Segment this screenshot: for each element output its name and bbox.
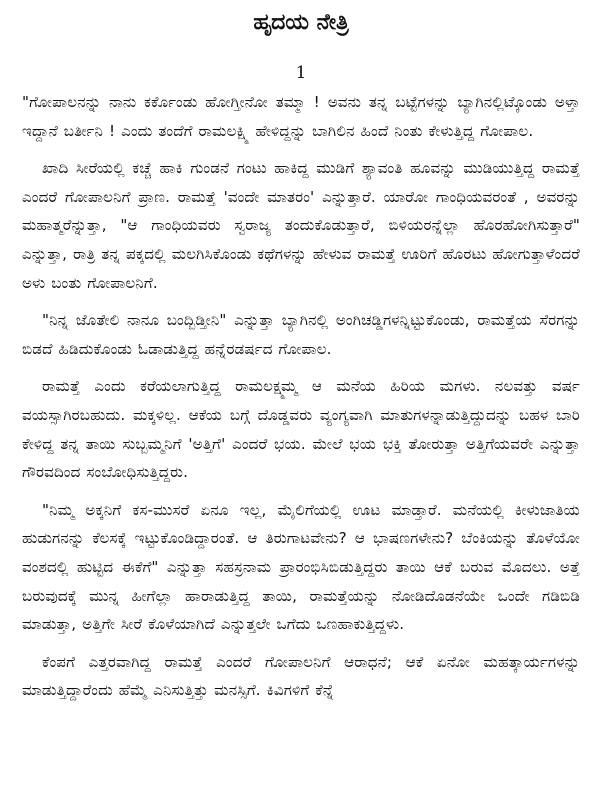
paragraph: "ಗೋಪಾಲನನ್ನು ನಾನು ಕರ್ಕೊಂಡು ಹೋಗ್ತೀನೋ ತಮ್ಮಾ ! ಅವನು ತನ್ನ ಬಟ್ಟೆಗಳನ್ನು ಬ್ಯಾಗಿನಲ್ಲಿಟ್ಕೊಂಡು ಅಳ್ತಾ ಇದ್ದಾನೆ ಬರ್ತೀನಿ ! ಎಂದು ತಂದೆಗೆ ರಾಮಲಕ್ಷ್ಮಿ ಹೇಳಿದ್ದನ್ನು ಬಾಗಿಲಿನ ಹಿಂದೆ ನಿಂತು ಕೇಳುತ್ತಿದ್ದ ಗೋಪಾಲ. bbox=[22, 93, 580, 140]
chapter-number: 1 bbox=[295, 63, 307, 83]
paragraph: "ನಿಮ್ಮ ಅಕ್ಕನಿಗೆ ಕಸ-ಮುಸರೆ ಏನೂ ಇಲ್ಲ, ಮೈಲಿಗೆಯಲ್ಲಿ ಊಟ ಮಾಡ್ತಾರೆ. ಮನೆಯಲ್ಲಿ ಕೀಳುಜಾತಿಯ ಹುಡುಗನನ್ನು ಕೆಲಸಕ್ಕೆ ಇಟ್ಟುಕೊಂಡಿದ್ದಾರಂತೆ. ಆ ತಿರುಗಾಟವೇನು? ಆ ಭಾಷಣಗಳೇನು? ಬೆಂಕಿಯನ್ನು ತೊಳೆಯೋ ವಂಶದಲ್ಲಿ ಹುಟ್ಟಿದ ಈಕೆಗೆ" ಎನ್ನುತ್ತಾ ಸಹಸ್ರನಾಮ ಪ್ರಾರಂಭಿಸಿಬಿಡುತ್ತಿದ್ದರು ತಾಯಿ ಆಕೆ ಬರುವ ಮೊದಲು. ಅತ್ತೆ ಬರುವುದಕ್ಕೆ ಮುನ್ನ ಹೀಗೆಲ್ಲಾ ಹಾರಾಡುತ್ತಿದ್ದ ತಾಯಿ, ರಾಮತ್ತೆಯನ್ನು ನೋಡಿದೊಡನೆಯೇ ಒಂದೇ ಗಡಿಬಿಡಿ ಮಾಡುತ್ತಾ, ಅತ್ತಿಗೇ ಸೀರೆ ಕೊಳೆಯಾಗಿದೆ ಎನ್ನುತ್ತಲೇ ಒಗೆದು ಒಣಹಾಕುತ್ತಿದ್ದಳು. bbox=[22, 500, 580, 634]
paragraph: ಕೆಂಪಗೆ ಎತ್ತರವಾಗಿದ್ದ ರಾಮತ್ತೆ ಎಂದರೆ ಗೋಪಾಲನಿಗೆ ಆರಾಧನೆ; ಆಕೆ ಏನೋ ಮಹತ್ಕಾರ್ಯಗಳನ್ನು ಮಾಡುತ್ತಿದ್ದಾರೆಂದು ಹೆಮ್ಮೆ ಎನಿಸುತ್ತಿತ್ತು ಮನಸ್ಸಿಗೆ. ಕಿವಿಗಳಿಗೆ ಕೆನ್ನೆ bbox=[22, 652, 580, 700]
paragraph: "ನಿನ್ನ ಜೊತೇಲಿ ನಾನೂ ಬಂದ್ಬಿಡ್ತೀನಿ" ಎನ್ನುತ್ತಾ ಬ್ಯಾಗಿನಲ್ಲಿ ಅಂಗಿಚಡ್ಡಿಗಳನ್ನಿಟ್ಟುಕೊಂಡು, ರಾಮತ್ತೆಯ ಸೆರಗನ್ನು ಬಿಡದೆ ಹಿಡಿದುಕೊಂಡು ಓಡಾಡುತ್ತಿದ್ದ ಹನ್ನೆರಡರ್ಷದ ಗೋಪಾಲ. bbox=[22, 311, 580, 358]
body-text bbox=[22, 88, 580, 705]
page-title: ಹೃದಯ ನೇತ್ರಿ bbox=[253, 10, 349, 35]
paragraph: ರಾಮತ್ತೆ ಎಂದು ಕರೆಯಲಾಗುತ್ತಿದ್ದ ರಾಮಲಕ್ಷ್ಮಮ್ಮ ಆ ಮನೆಯ ಹಿರಿಯ ಮಗಳು. ನಲವತ್ತು ವರ್ಷ ವಯಸ್ಸಾಗಿರಬಹುದು. ಮಕ್ಕಳಿಲ್ಲ. ಆಕೆಯ ಬಗ್ಗೆ ದೊಡ್ಡವರು ವ್ಯಂಗ್ಯವಾಗಿ ಮಾತುಗಳನ್ನಾಡುತ್ತಿದ್ದುದನ್ನು ಬಹಳ ಬಾರಿ ಕೇಳಿದ್ದ ತನ್ನ ತಾಯಿ ಸುಬ್ಬಮ್ಮನಿಗೆ 'ಅತ್ತಿಗೆ' ಎಂದರೆ ಭಯ. ಮೇಲೆ ಭಯ ಭಕ್ತಿ ತೋರುತ್ತಾ ಅತ್ತಿಗೆಯವರೇ ಎನ್ನುತ್ತಾ ಗೌರವದಿಂದ ಸಂಬೋಧಿಸುತ್ತಿದ್ದರು. bbox=[22, 377, 580, 482]
paragraph: ಖಾದಿ ಸೀರೆಯಲ್ಲಿ ಕಚ್ಚೆ ಹಾಕಿ ಗುಂಡನೆ ಗಂಟು ಹಾಕಿದ್ದ ಮುಡಿಗೆ ಶ್ಯಾವಂತಿ ಹೂವನ್ನು ಮುಡಿಯುತ್ತಿದ್ದ ರಾಮತ್ತೆ ಎಂದರೆ ಗೋಪಾಲನಿಗೆ ಪ್ರಾಣ. ರಾಮತ್ತೆ 'ವಂದೇ ಮಾತರಂ' ಎನ್ನುತ್ತಾರೆ. ಯಾರೋ ಗಾಂಧಿಯವರಂತೆ , ಅವರನ್ನು ಮಹಾತ್ಮರೆನ್ನುತ್ತಾ, "ಆ ಗಾಂಧಿಯವರು ಸ್ವರಾಜ್ಯ ತಂದುಕೊಡುತ್ತಾರೆ, ಬಿಳಿಯರನ್ನೆಲ್ಲಾ ಹೊರಹೋಗಿಸುತ್ತಾರೆ" ಎನ್ನುತ್ತಾ, ರಾತ್ರಿ ತನ್ನ ಪಕ್ಕದಲ್ಲಿ ಮಲಗಿಸಿಕೊಂಡು ಕಥೆಗಳನ್ನು ಹೇಳುವ ರಾಮತ್ತೆ ಊರಿಗೆ ಹೊರಟು ಹೋಗುತ್ತಾಳೆಂದರೆ ಅಳು ಬಂತು ಗೋಪಾಲನಿಗೆ. bbox=[22, 159, 580, 292]
